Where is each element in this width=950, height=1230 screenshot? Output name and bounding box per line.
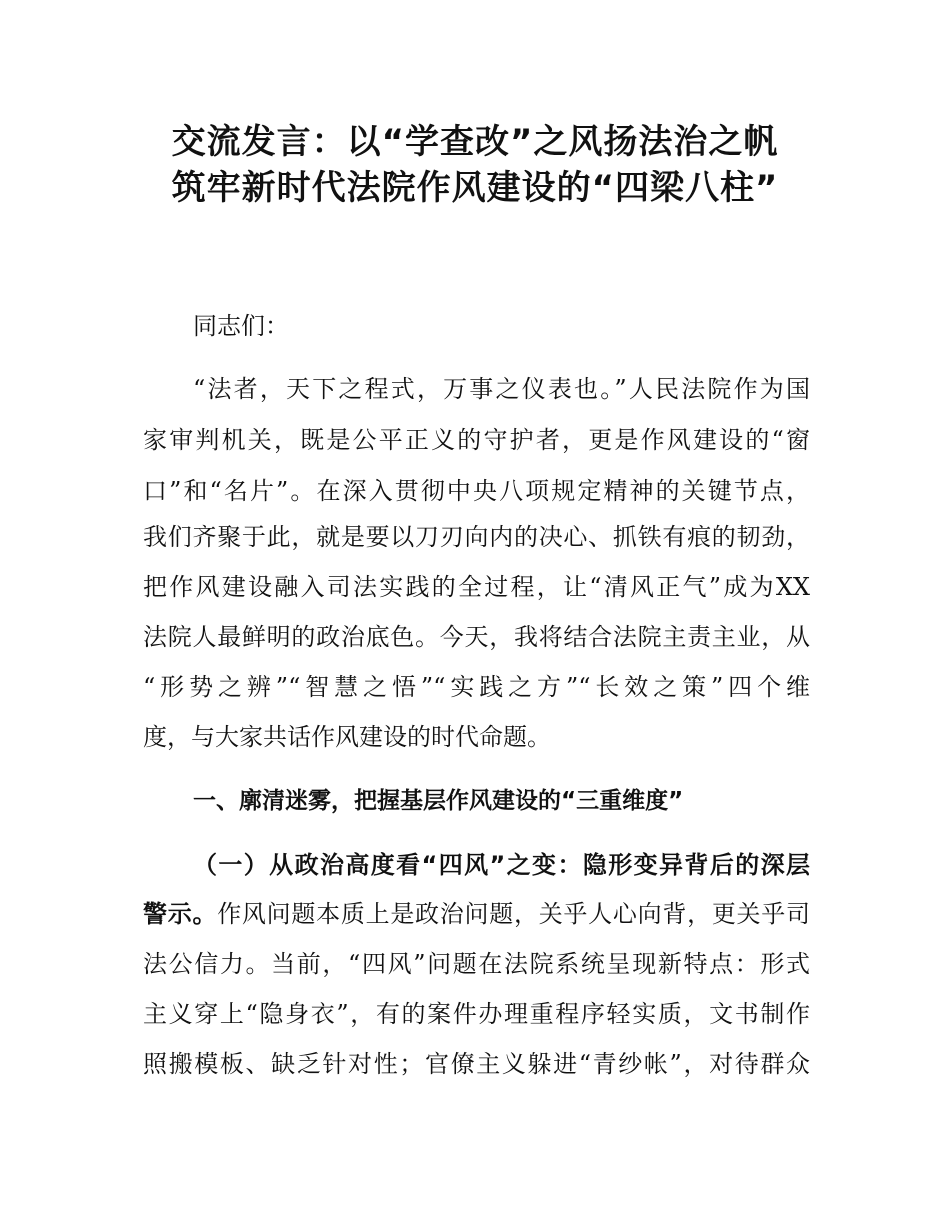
paragraph-1-line-2: 家审判机关，既是公平正义的守护者，更是作风建设的“窗 [143, 426, 810, 454]
paragraph-2-line-2: 法公信力。当前，“四风”问题在法院系统呈现新特点：形式 [143, 950, 810, 978]
paragraph-1-line-3: 口”和“名片”。在深入贯彻中央八项规定精神的关键节点， [143, 477, 810, 505]
document-title-line-1: 交流发言：以“学查改”之风扬法治之帆 [171, 122, 779, 162]
paragraph-1-line-1: “法者，天下之程式，万事之仪表也。”人民法院作为国 [193, 375, 810, 403]
subsection-1-heading: （一）从政治高度看“四风”之变：隐形变异背后的深层 [193, 851, 810, 879]
section-1-heading: 一、廓清迷雾，把握基层作风建设的“三重维度” [193, 788, 684, 814]
paragraph-2-line-1-text: 作风问题本质上是政治问题，关乎人心向背，更关乎司 [217, 900, 811, 928]
greeting: 同志们： [193, 312, 289, 340]
subsection-1-heading-end: 警示。 [143, 900, 218, 928]
paragraph-1-line-6: 法院人最鲜明的政治底色。今天，我将结合法院主责主业，从 [143, 623, 810, 651]
paragraph-1-line-4: 我们齐聚于此，就是要以刀刃向内的决心、抓铁有痕的韧劲， [143, 523, 810, 551]
paragraph-2-line-1 [143, 899, 810, 929]
paragraph-2-line-3: 主义穿上“隐身衣”，有的案件办理重程序轻实质，文书制作 [143, 1000, 810, 1028]
paragraph-1-line-7: “形势之辨”“智慧之悟”“实践之方”“长效之策”四个维 [143, 673, 810, 701]
paragraph-1-line-8: 度，与大家共话作风建设的时代命题。 [143, 723, 551, 751]
document-title-line-2: 筑牢新时代法院作风建设的“四梁八柱” [171, 168, 779, 208]
paragraph-1-line-5: 把作风建设融入司法实践的全过程，让“清风正气”成为XX [143, 573, 810, 601]
paragraph-2-line-4: 照搬模板、缺乏针对性；官僚主义躲进“青纱帐”，对待群众 [143, 1050, 810, 1078]
